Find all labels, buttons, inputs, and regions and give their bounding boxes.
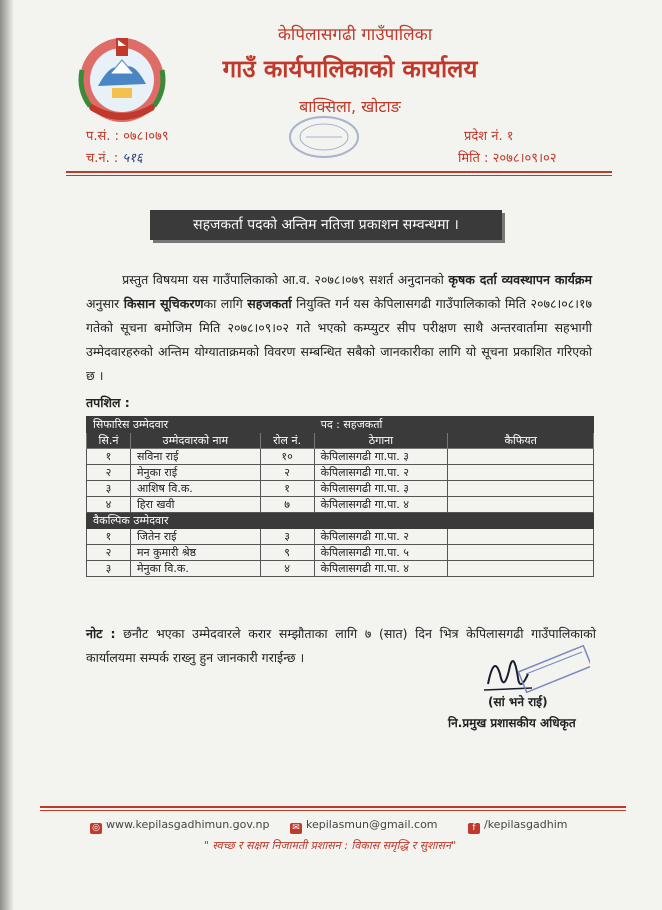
cell-remark [448,481,594,497]
footer-divider [40,806,626,808]
body-text-4: नियुक्ति गर्न यस केपिलासगढी गाउँपालिकाको मिति २०७८।०८।१७ गतेको सूचना बमोजिम मिति २०७८।०९।०२ गते भएको कम्प्युटर सीप परीक्षण साथै अन्तरवार्तामा सहभागी उम्मेदवारहरुको अन्तिम योग्याताक्रमको विवरण सम्बन्धित सबैको जानकारीका लागि यो सूचना प्रकाशित गरिएको छ । [86,296,592,383]
province-label: प्रदेश नं. १ [464,129,514,144]
body-text-1: प्रस्तुत विषयमा यस गाउँपालिकाको आ.व. २०७८।०७९ सशर्त अनुदानको [122,272,449,287]
col-header-address: ठेगाना [314,433,448,449]
cell-name: आशिष वि.क. [130,481,260,497]
cell-sn: २ [87,465,131,481]
note-label: नोट : [86,626,116,641]
body-bold-program: कृषक दर्ता व्यवस्थापन कार्यक्रम [448,272,593,287]
header-divider [66,171,612,173]
email-text: kepilasmun@gmail.com [306,818,438,831]
municipality-name: केपिलासगढी गाउँपालिका [277,25,433,45]
date-label: मिति : [458,151,489,166]
cell-roll: ७ [260,497,314,513]
reference-number [86,126,169,144]
col-header-remark: कैफियत [448,433,594,449]
section-alternate-header [87,513,594,529]
cell-roll: १ [260,481,314,497]
cell-address: केपिलासगढी गा.पा. २ [314,529,448,545]
cell-address: केपिलासगढी गा.पा. ३ [314,449,448,465]
ps-value: ०७८।०७९ [123,129,169,144]
signatory-name: (सां भने राई) [488,695,548,709]
letter-date [458,148,557,166]
cell-name: सविना राई [130,449,260,465]
envelope-icon: ✉ [290,823,302,834]
ps-label: प.सं. : [86,129,119,144]
section-alternate-title: वैकल्पिक उम्मेदवार [87,513,594,529]
subject-banner: सहजकर्ता पदको अन्तिम नतिजा प्रकाशन सम्वन्धमा । [150,210,502,240]
col-header-name: उम्मेदवारको नाम [130,433,260,449]
cell-address: केपिलासगढी गा.पा. २ [314,465,448,481]
cell-sn: ४ [87,497,131,513]
footer-website [90,818,270,834]
cell-address: केपिलासगढी गा.पा. ५ [314,545,448,561]
cell-address: केपिलासगढी गा.पा. ४ [314,561,448,577]
cell-remark [448,529,594,545]
cn-label: च.नं. : [86,151,119,166]
post-label: पद : सहजकर्ता [314,417,593,433]
page-edge-shadow [0,0,14,910]
dispatch-number [86,148,143,166]
office-title: गाउँ कार्यपालिकाको कार्यालय [222,55,478,83]
website-text: www.kepilasgadhimun.gov.np [106,818,270,831]
table-row [87,545,594,561]
cell-remark [448,545,594,561]
cell-roll: ९ [260,545,314,561]
cell-roll: ३ [260,529,314,545]
table-header-row [87,433,594,449]
results-table [86,416,594,577]
note-text: छनौट भएका उम्मेदवारले करार सम्झौताका लागि ७ (सात) दिन भित्र केपिलासगढी गाउँपालिकाको कार्यालयमा सम्पर्क राख्नु हुन जानकारी गराईन्छ । [86,626,597,665]
office-location: बाक्सिला, खोटाङ [299,97,401,116]
section-recommended-header [87,417,594,433]
body-paragraph [86,268,592,388]
header-divider-thin [66,175,612,176]
col-header-sn: सि.नं [87,433,131,449]
globe-icon: ◎ [90,823,102,834]
cell-name: मेनुका राई [130,465,260,481]
section-recommended-title: सिफारिस उम्मेदवार [87,417,315,433]
details-label: तपशिल : [86,395,130,410]
table-row [87,481,594,497]
cell-sn: १ [87,449,131,465]
body-text-2: अनुसार [86,296,124,311]
cell-roll: १० [260,449,314,465]
cell-sn: २ [87,545,131,561]
facebook-text: /kepilasgadhim [484,818,568,831]
cell-remark [448,449,594,465]
body-bold-post: सहजकर्ता [247,296,292,311]
table-row [87,497,594,513]
cell-remark [448,465,594,481]
footer-email [290,818,438,834]
table-row [87,449,594,465]
cell-name: मन कुमारी श्रेष्ठ [130,545,260,561]
col-header-roll: रोल नं. [260,433,314,449]
signatory-title: नि.प्रमुख प्रशासकीय अधिकृत [448,716,576,730]
cell-name: जितेन राई [130,529,260,545]
footer-facebook [468,818,567,834]
cell-address: केपिलासगढी गा.पा. ४ [314,497,448,513]
table-row [87,465,594,481]
cell-address: केपिलासगढी गा.पा. ३ [314,481,448,497]
cn-value: ५१६ [122,151,143,166]
facebook-icon: f [468,823,480,834]
table-row [87,561,594,577]
cell-roll: ४ [260,561,314,577]
cell-sn: ३ [87,561,131,577]
date-value: २०७८।०९।०२ [492,151,557,166]
cell-remark [448,561,594,577]
cell-sn: १ [87,529,131,545]
office-seal-icon [286,115,362,159]
body-bold-listing: किसान सूचिकरण [123,296,204,311]
cell-roll: २ [260,465,314,481]
cell-sn: ३ [87,481,131,497]
footer-divider-thin [40,810,626,811]
cell-name: मेनुका वि.क. [130,561,260,577]
table-row [87,529,594,545]
cell-remark [448,497,594,513]
cell-name: हिरा खवी [130,497,260,513]
footer-slogan: " स्वच्छ र सक्षम निजामती प्रशासन : विकास समृद्धि र सुशासन" [203,839,457,852]
nepal-emblem-icon [72,30,172,124]
body-text-3: का लागि [203,296,248,311]
